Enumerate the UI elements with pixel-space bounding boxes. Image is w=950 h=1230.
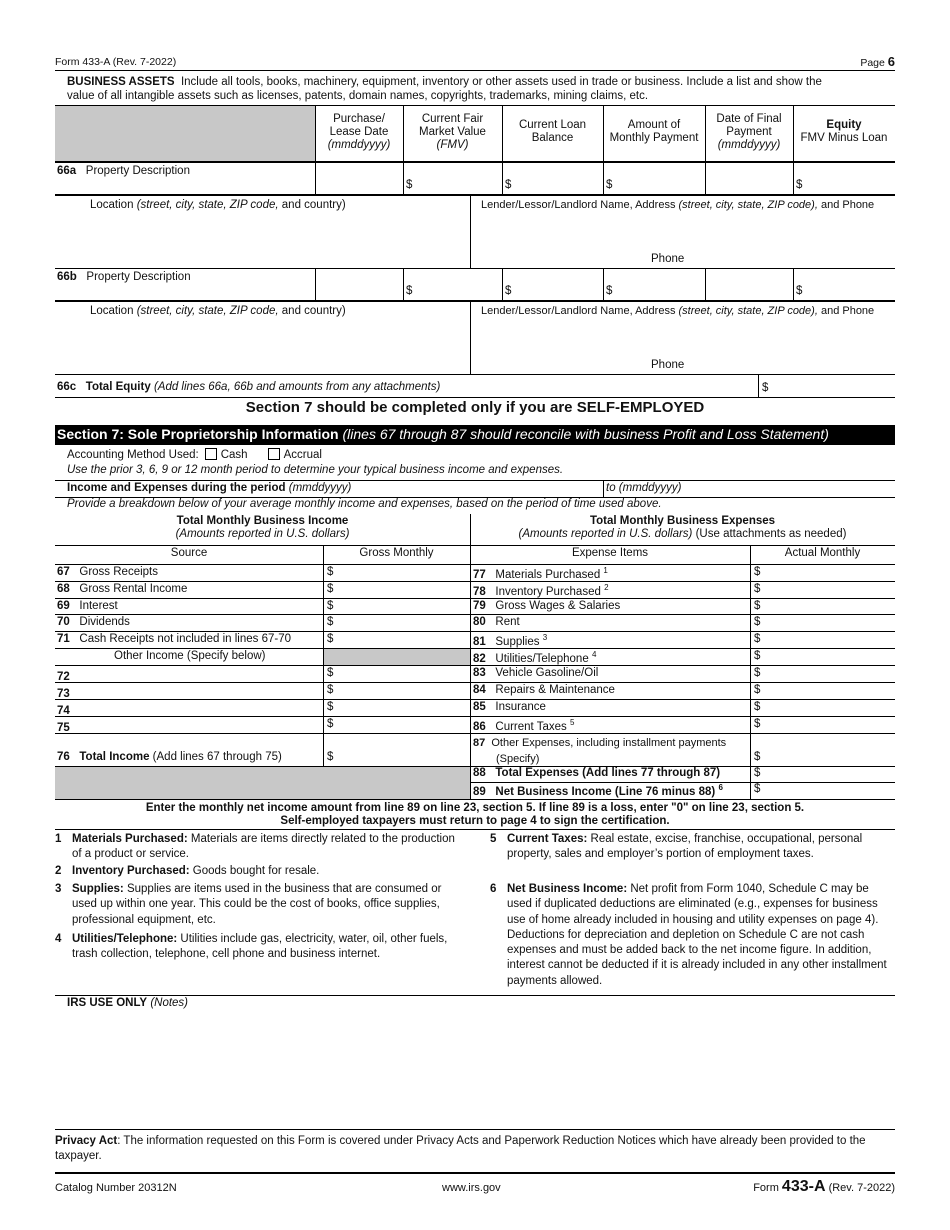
period-hint: (mmddyyyy): [288, 482, 352, 494]
accrual-checkbox[interactable]: [268, 448, 280, 460]
actual-monthly-field[interactable]: $: [754, 684, 761, 696]
footnote-number: 3: [55, 883, 62, 895]
lender-hint: (street, city, state, ZIP code),: [678, 199, 818, 211]
footnote-body: Goods bought for resale.: [192, 865, 320, 877]
expense-item: Vehicle Gasoline/Oil: [495, 667, 599, 679]
actual-monthly-field[interactable]: $: [754, 566, 761, 578]
line-number: 66a: [57, 165, 77, 177]
asset-field[interactable]: [503, 163, 602, 194]
expense-subtitle-1: (Amounts reported in U.S. dollars): [518, 528, 693, 540]
column-header-line: Current Loan: [518, 119, 587, 131]
assets-title: BUSINESS ASSETS: [67, 76, 175, 88]
footnote-body: Utilities include gas, electricity, water, oil, other fuels, trash collection, telephone, cell phone and business internet.: [72, 933, 448, 961]
actual-monthly-field[interactable]: $: [754, 616, 761, 628]
form-prefix: Form: [753, 1182, 779, 1194]
footnote-number: 2: [55, 865, 62, 877]
column-header-line: (mmddyyyy): [327, 139, 391, 151]
income-source: Other Income (Specify below): [114, 650, 266, 662]
footnote-1: [55, 832, 465, 863]
actual-monthly-field[interactable]: $: [754, 718, 761, 730]
location-field[interactable]: [90, 199, 346, 211]
expense-row-label: [473, 701, 546, 713]
asset-row-66b: [57, 271, 191, 283]
column-header-line: Balance: [531, 132, 574, 144]
footnote-ref: 6: [718, 783, 723, 792]
income-source: Cash Receipts not included in lines 67-70: [79, 633, 291, 645]
line-number: 81: [473, 635, 486, 648]
irs-use-label: IRS USE ONLY: [67, 997, 148, 1009]
period-from-field[interactable]: [67, 482, 351, 494]
expense-item: Gross Wages & Salaries: [495, 600, 621, 612]
location-label: Location: [90, 305, 137, 317]
footnote-body: Supplies are items used in the business that are consumed or used up within one year. This could be the cost of books, office supplies, professional equipment, etc.: [72, 883, 442, 926]
line-number: 71: [57, 633, 70, 645]
gross-monthly-field[interactable]: $: [327, 701, 334, 713]
divider: [470, 301, 471, 374]
line-number: 77: [473, 568, 486, 581]
line-number: 76: [57, 751, 70, 763]
location-tail: and country): [281, 199, 346, 211]
line-number: 70: [57, 616, 70, 628]
line-89-label: Net Business Income (Line 76 minus 88): [495, 785, 716, 798]
expense-row-label: [473, 667, 598, 679]
expense-item: Insurance: [495, 701, 546, 713]
asset-field[interactable]: [794, 163, 894, 194]
column-header-line: Current Fair: [421, 113, 484, 125]
asset-field[interactable]: [794, 269, 894, 300]
asset-field[interactable]: [316, 163, 402, 194]
footnote-2: [55, 864, 465, 879]
instruction-1: Enter the monthly net income amount from line 89 on line 23, section 5. If line 89 is a loss, enter "0" on line 23, section 5.: [145, 802, 805, 814]
income-row-label: [57, 650, 265, 662]
asset-field[interactable]: [404, 269, 501, 300]
divider: [502, 106, 503, 162]
line-87: [473, 735, 726, 767]
footnote-ref: 3: [542, 633, 548, 642]
shaded-area: [55, 767, 470, 799]
line-number: 73: [57, 688, 70, 700]
section-7-header: [55, 425, 895, 445]
lender-hint: (street, city, state, ZIP code),: [678, 305, 818, 317]
cash-label: Cash: [220, 449, 248, 461]
expense-item: Supplies: [495, 635, 540, 648]
actual-monthly-field[interactable]: $: [754, 650, 761, 662]
income-row-label: [57, 633, 291, 645]
footnote-text: [55, 864, 465, 879]
line-number: 86: [473, 720, 486, 733]
actual-monthly-field[interactable]: $: [754, 667, 761, 679]
dollar-sign: $: [406, 285, 413, 297]
location-hint: (street, city, state, ZIP code,: [136, 199, 279, 211]
line-89: [473, 783, 723, 798]
line-88: [473, 767, 720, 779]
dollar-sign: $: [606, 179, 613, 191]
actual-monthly-field[interactable]: $: [754, 600, 761, 612]
expense-item: Inventory Purchased: [495, 585, 601, 598]
footnote-number: 1: [55, 833, 62, 845]
property-description-label: Property Description: [85, 165, 190, 177]
gross-monthly-field[interactable]: $: [327, 633, 334, 645]
footnote-4: [55, 932, 465, 963]
expense-row-label: [473, 600, 620, 612]
location-field[interactable]: [90, 305, 346, 317]
breakdown-note: Provide a breakdown below of your average monthly income and expenses, based on the period of time used above.: [67, 498, 662, 510]
income-source: Interest: [79, 600, 118, 612]
column-header-line: Purchase/: [333, 113, 385, 125]
footnote-text: [55, 932, 465, 963]
expense-row-label: [473, 650, 596, 665]
page-number: [860, 54, 895, 69]
divider: [55, 716, 895, 717]
line-89-field[interactable]: $: [754, 783, 761, 795]
divider: [403, 106, 404, 162]
column-header-line: (FMV): [436, 139, 469, 151]
income-source: Gross Rental Income: [79, 583, 188, 595]
footnote-title: Current Taxes:: [507, 833, 588, 845]
instruction-2: Self-employed taxpayers must return to page 4 to sign the certification.: [280, 815, 670, 827]
expense-item: Repairs & Maintenance: [495, 684, 615, 696]
catalog-number: Catalog Number 20312N: [55, 1182, 177, 1194]
privacy-text: : The information requested on this Form is covered under Privacy Acts and Paperwork Reduction Notices which have already been provided to the taxpayer.: [55, 1135, 866, 1163]
col-source: Source: [170, 547, 208, 559]
footnote-ref: 5: [569, 718, 575, 727]
column-header-line: Date of Final: [716, 113, 782, 125]
period-label: Income and Expenses during the period: [67, 482, 286, 494]
total-income-hint: (Add lines 67 through 75): [152, 751, 282, 763]
line-number: 69: [57, 600, 70, 612]
line-number: 75: [57, 722, 70, 734]
section-7-title: Section 7: Sole Proprietorship Information: [57, 426, 339, 442]
divider: [793, 106, 794, 162]
footnote-title: Inventory Purchased:: [72, 865, 190, 877]
irs-use-hint: (Notes): [150, 997, 189, 1009]
line-number: 78: [473, 585, 486, 598]
column-header-line: Market Value: [419, 126, 486, 138]
assets-intro-2: value of all intangible assets such as licenses, patents, domain names, copyrights, trademarks, mining claims, etc.: [67, 89, 649, 102]
income-row-label: [57, 566, 158, 578]
column-header-line: (mmddyyyy): [717, 139, 781, 151]
form-revision: (Rev. 7-2022): [828, 1182, 895, 1194]
footnote-text: [490, 882, 890, 989]
lender-tail: and Phone: [820, 305, 875, 317]
dollar-sign: $: [505, 179, 512, 191]
line-number: 66b: [57, 271, 77, 283]
section-7-hint: (lines 67 through 87 should reconcile with business Profit and Loss Statement): [342, 426, 829, 442]
lender-field[interactable]: [481, 199, 874, 211]
gross-monthly-field[interactable]: $: [327, 583, 334, 595]
line-number: 89: [473, 785, 486, 798]
footnote-6: [490, 882, 890, 989]
divider: [55, 300, 895, 302]
footnote-ref: 4: [591, 650, 597, 659]
income-title: Total Monthly Business Income: [176, 515, 349, 527]
privacy-label: Privacy Act: [55, 1135, 118, 1147]
divider: [55, 581, 895, 582]
lender-label: Lender/Lessor/Landlord Name, Address: [481, 305, 679, 317]
line-number: 82: [473, 652, 486, 665]
column-header: [793, 119, 895, 145]
accounting-label: Accounting Method Used:: [67, 449, 199, 461]
column-header-line: Equity: [826, 119, 862, 131]
gross-monthly-field[interactable]: $: [327, 684, 334, 696]
location-tail: and country): [281, 305, 346, 317]
line-number: 79: [473, 600, 486, 612]
line-88-label: Total Expenses (Add lines 77 through 87): [495, 767, 721, 779]
expense-item: Rent: [495, 616, 520, 628]
footnote-text: [490, 832, 890, 863]
line-number: 66c: [57, 381, 77, 393]
footer-form-id: [753, 1178, 895, 1196]
dollar-sign: $: [796, 179, 803, 191]
asset-field[interactable]: [503, 269, 602, 300]
asset-field[interactable]: [706, 269, 792, 300]
income-row-label: [57, 583, 187, 595]
header-shade: [55, 106, 315, 162]
location-label: Location: [90, 199, 137, 211]
irs-url[interactable]: www.irs.gov: [442, 1182, 501, 1194]
divider: [55, 648, 895, 649]
footnote-body: Real estate, excise, franchise, occupational, personal property, sales and employer’s portion of employment taxes.: [507, 833, 863, 861]
actual-monthly-field[interactable]: $: [754, 633, 761, 645]
footnote-title: Net Business Income:: [507, 883, 628, 895]
divider: [55, 614, 895, 615]
expense-row-label: [473, 684, 615, 696]
expense-row-label: [473, 633, 547, 648]
col-gross: Gross Monthly: [359, 547, 434, 559]
accounting-method: [67, 448, 322, 461]
gross-monthly-field[interactable]: $: [327, 718, 334, 730]
lender-tail: and Phone: [820, 199, 875, 211]
phone-label: Phone: [651, 359, 685, 371]
lender-field[interactable]: [481, 305, 874, 317]
footnote-body: Materials are items directly related to the production of a product or service.: [72, 833, 455, 861]
line-number: 74: [57, 705, 70, 717]
total-income-row: [57, 751, 282, 763]
phone-label: Phone: [651, 253, 685, 265]
line-number: 84: [473, 684, 486, 696]
asset-field[interactable]: [604, 269, 704, 300]
dollar-sign: $: [606, 285, 613, 297]
total-equity-field[interactable]: $: [762, 382, 769, 394]
divider: [55, 682, 895, 683]
income-source: Dividends: [79, 616, 130, 628]
divider: [55, 665, 895, 666]
column-header: [315, 113, 403, 152]
footnote-number: 6: [490, 883, 497, 895]
form-id: Form 433-A (Rev. 7-2022): [55, 56, 177, 68]
actual-monthly-field[interactable]: $: [754, 701, 761, 713]
gross-monthly-field[interactable]: $: [327, 667, 334, 679]
divider: [55, 699, 895, 700]
income-row-label: [57, 616, 130, 628]
expense-item: Current Taxes: [495, 720, 567, 733]
location-hint: (street, city, state, ZIP code,: [136, 305, 279, 317]
divider: [55, 598, 895, 599]
property-description-label: Property Description: [86, 271, 191, 283]
footnote-3: [55, 882, 465, 928]
asset-field[interactable]: [604, 163, 704, 194]
expense-item: Materials Purchased: [495, 568, 601, 581]
period-note: Use the prior 3, 6, 9 or 12 month period to determine your typical business income and expenses.: [67, 464, 564, 476]
shaded-cell: [324, 649, 470, 665]
expense-item: Utilities/Telephone: [495, 652, 589, 665]
line-number: 67: [57, 566, 70, 578]
income-row-label: [57, 600, 118, 612]
asset-row-66a: [57, 165, 190, 177]
column-header-line: FMV Minus Loan: [800, 132, 888, 144]
expense-subtitle-2: (Use attachments as needed): [695, 528, 847, 540]
asset-field[interactable]: [404, 163, 501, 194]
instructions: [0, 802, 950, 828]
column-header: [603, 119, 705, 145]
gross-monthly-field[interactable]: $: [327, 616, 334, 628]
footnote-title: Utilities/Telephone:: [72, 933, 178, 945]
income-source: Gross Receipts: [79, 566, 158, 578]
income-subtitle: (Amounts reported in U.S. dollars): [175, 528, 350, 540]
self-employed-notice: Section 7 should be completed only if you are SELF-EMPLOYED: [245, 399, 705, 416]
expense-title: Total Monthly Business Expenses: [589, 515, 776, 527]
gross-monthly-field[interactable]: $: [327, 566, 334, 578]
expense-row-label: [473, 566, 608, 581]
dollar-sign: $: [505, 285, 512, 297]
expense-subtitle: [470, 528, 895, 540]
column-header: [705, 113, 793, 152]
total-equity-label: Total Equity: [85, 381, 151, 393]
page-label: Page: [860, 57, 885, 69]
col-actual: Actual Monthly: [784, 547, 861, 559]
line-88-field[interactable]: $: [754, 767, 761, 779]
assets-intro-1: Include all tools, books, machinery, equipment, inventory or other assets used in trade or business. Include a list and show the: [180, 76, 822, 88]
asset-field[interactable]: [316, 269, 402, 300]
divider: [55, 631, 895, 632]
line-number: 68: [57, 583, 70, 595]
divider: [55, 374, 895, 375]
footnote-title: Supplies:: [72, 883, 124, 895]
line-87-label: Other Expenses, including installment payments: [491, 737, 727, 749]
divider: [603, 106, 604, 162]
footnote-body: Net profit from Form 1040, Schedule C may be used if duplicated deductions are eliminated (e.g., expenses for business use of home already included in housing and utility expenses on page 4). Deductions for depreciation and depletion on Schedule C are not cash expenses and must be added back to the net income figure. In addition, interest cannot be deducted if it is already included in any other installment payments allowed.: [507, 883, 887, 987]
expense-row-label: [473, 616, 520, 628]
line-number: 72: [57, 671, 70, 683]
column-header: [502, 119, 603, 145]
cash-checkbox[interactable]: [205, 448, 217, 460]
col-expense: Expense Items: [571, 547, 649, 559]
dollar-sign: $: [796, 285, 803, 297]
privacy-act: [55, 1134, 875, 1165]
line-number: 87: [473, 737, 486, 749]
period-to-field[interactable]: to (mmddyyyy): [606, 482, 682, 494]
accrual-label: Accrual: [283, 449, 322, 461]
line-87-specify: (Specify): [496, 753, 540, 765]
footnote-text: [55, 882, 465, 928]
asset-field[interactable]: [706, 163, 792, 194]
footnote-number: 4: [55, 933, 62, 945]
divider: [55, 194, 895, 196]
page-num: 6: [887, 54, 895, 69]
divider: [470, 195, 471, 268]
footnote-5: [490, 832, 890, 863]
form-number: 433-A: [781, 1178, 826, 1195]
footnote-title: Materials Purchased:: [72, 833, 188, 845]
dollar-sign: $: [406, 179, 413, 191]
column-header-line: Amount of: [627, 119, 681, 131]
irs-notes-area: [55, 1012, 895, 1127]
expense-row-label: [473, 718, 574, 733]
gross-monthly-field[interactable]: $: [327, 600, 334, 612]
line-87-field[interactable]: $: [754, 751, 761, 763]
divider: [315, 106, 316, 162]
footnote-text: [55, 832, 465, 863]
column-header-line: Lease Date: [329, 126, 389, 138]
column-header: [403, 113, 502, 152]
divider: [705, 106, 706, 162]
column-header-line: Payment: [726, 126, 772, 138]
total-income-field[interactable]: $: [327, 751, 334, 763]
divider: [55, 733, 895, 734]
assets-intro: [67, 76, 822, 103]
footnote-ref: 2: [604, 583, 609, 592]
total-income-label: Total Income: [79, 751, 150, 763]
lender-label: Lender/Lessor/Landlord Name, Address: [481, 199, 679, 211]
total-equity-row: [57, 381, 440, 393]
footnote-number: 5: [490, 833, 497, 845]
column-header-line: Monthly Payment: [609, 132, 699, 144]
line-number: 83: [473, 667, 486, 679]
actual-monthly-field[interactable]: $: [754, 583, 761, 595]
line-number: 88: [473, 767, 486, 779]
total-equity-hint: (Add lines 66a, 66b and amounts from any attachments): [153, 381, 441, 393]
expense-row-label: [473, 583, 609, 598]
line-number: 85: [473, 701, 486, 713]
irs-use-only: [67, 997, 188, 1009]
line-number: 80: [473, 616, 486, 628]
footnote-ref: 1: [603, 566, 608, 575]
